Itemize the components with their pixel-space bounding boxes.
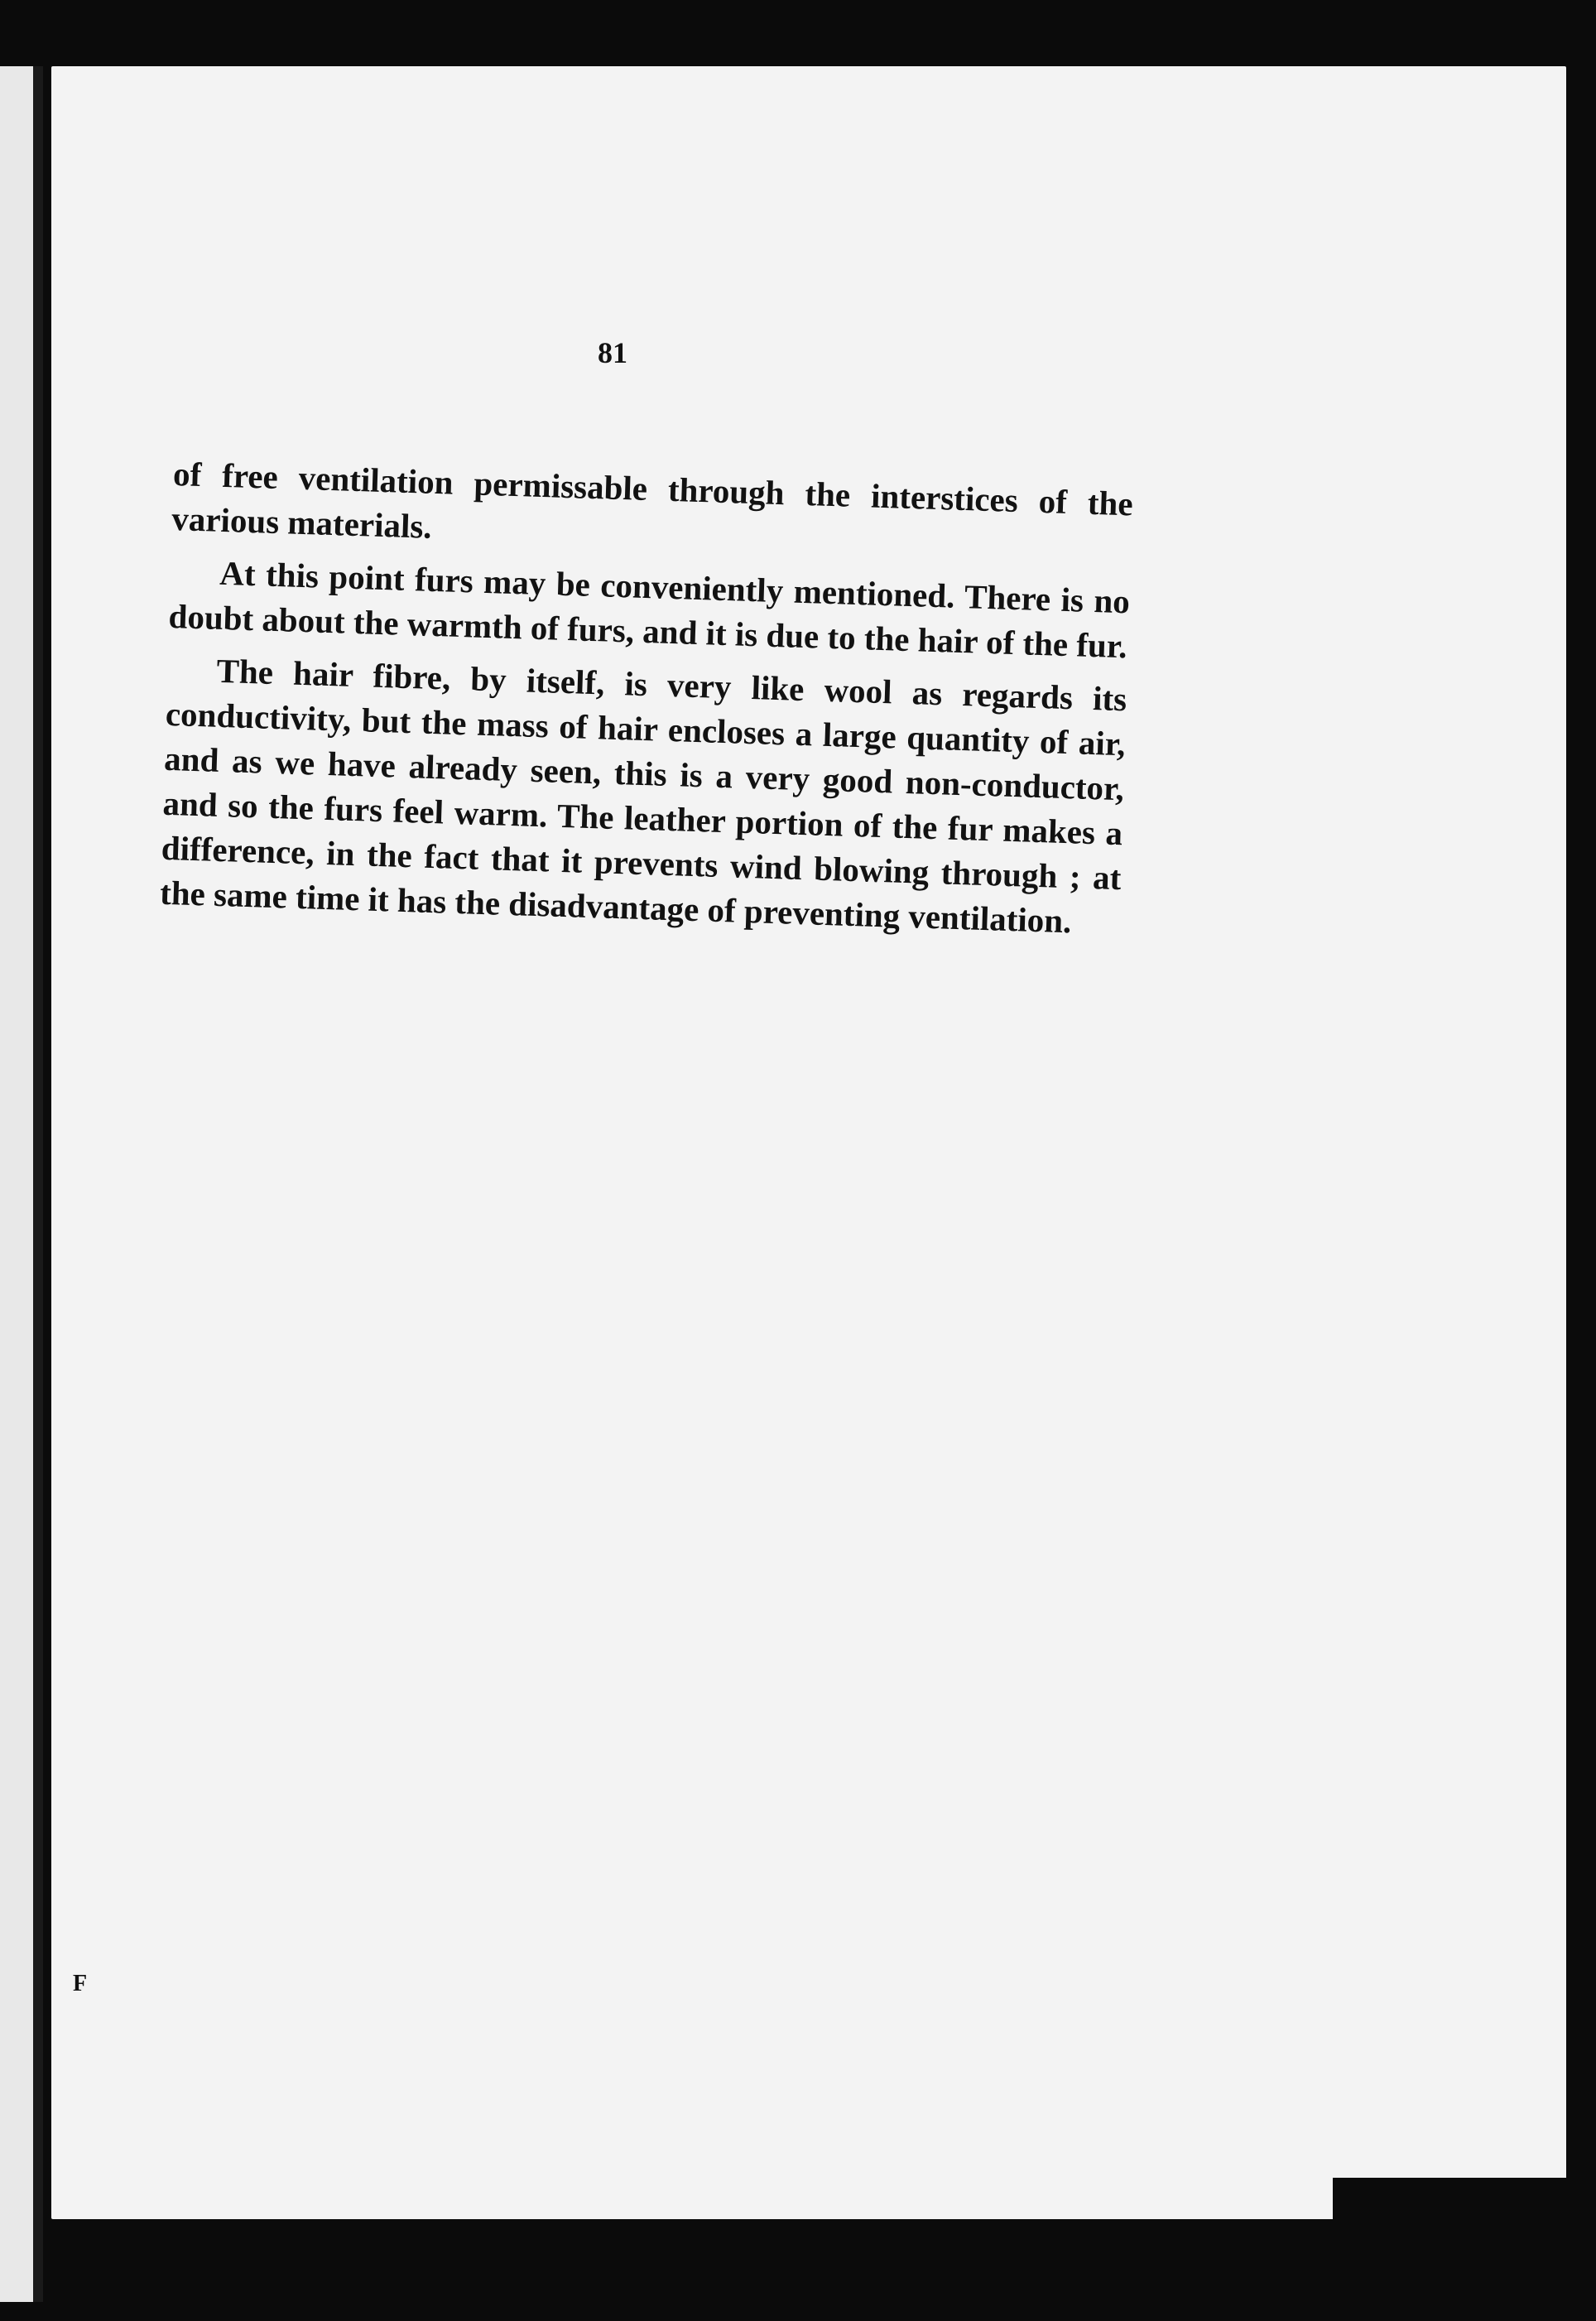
body-text [159, 451, 1133, 953]
left-page-edge [0, 66, 33, 2302]
page-corner-shadow [1333, 2178, 1596, 2321]
scanned-page [51, 66, 1566, 2219]
binding-line [33, 66, 43, 2302]
page-number: 81 [598, 336, 627, 369]
footer-mark: F [73, 1971, 88, 1996]
paragraph-3: The hair fibre, by itself, is very like wool as regards its conductivity, but the mass of hair encloses a large quantity of air, and as we have already seen, this is a very good non-conductor, and so the furs feel warm. The leather portion of the fur makes a difference, in the fact that it prevents wind blowing through ; at the same time it has the disadvantage of preventing ventilation. [159, 651, 1127, 941]
paragraph-1: of free ventilation permissable through the interstices of the various materials. [171, 454, 1134, 546]
paragraph-2: At this point furs may be conveniently mentioned. There is no doubt about the warmth of furs, and it is due to the hair of the fur. [168, 553, 1131, 666]
